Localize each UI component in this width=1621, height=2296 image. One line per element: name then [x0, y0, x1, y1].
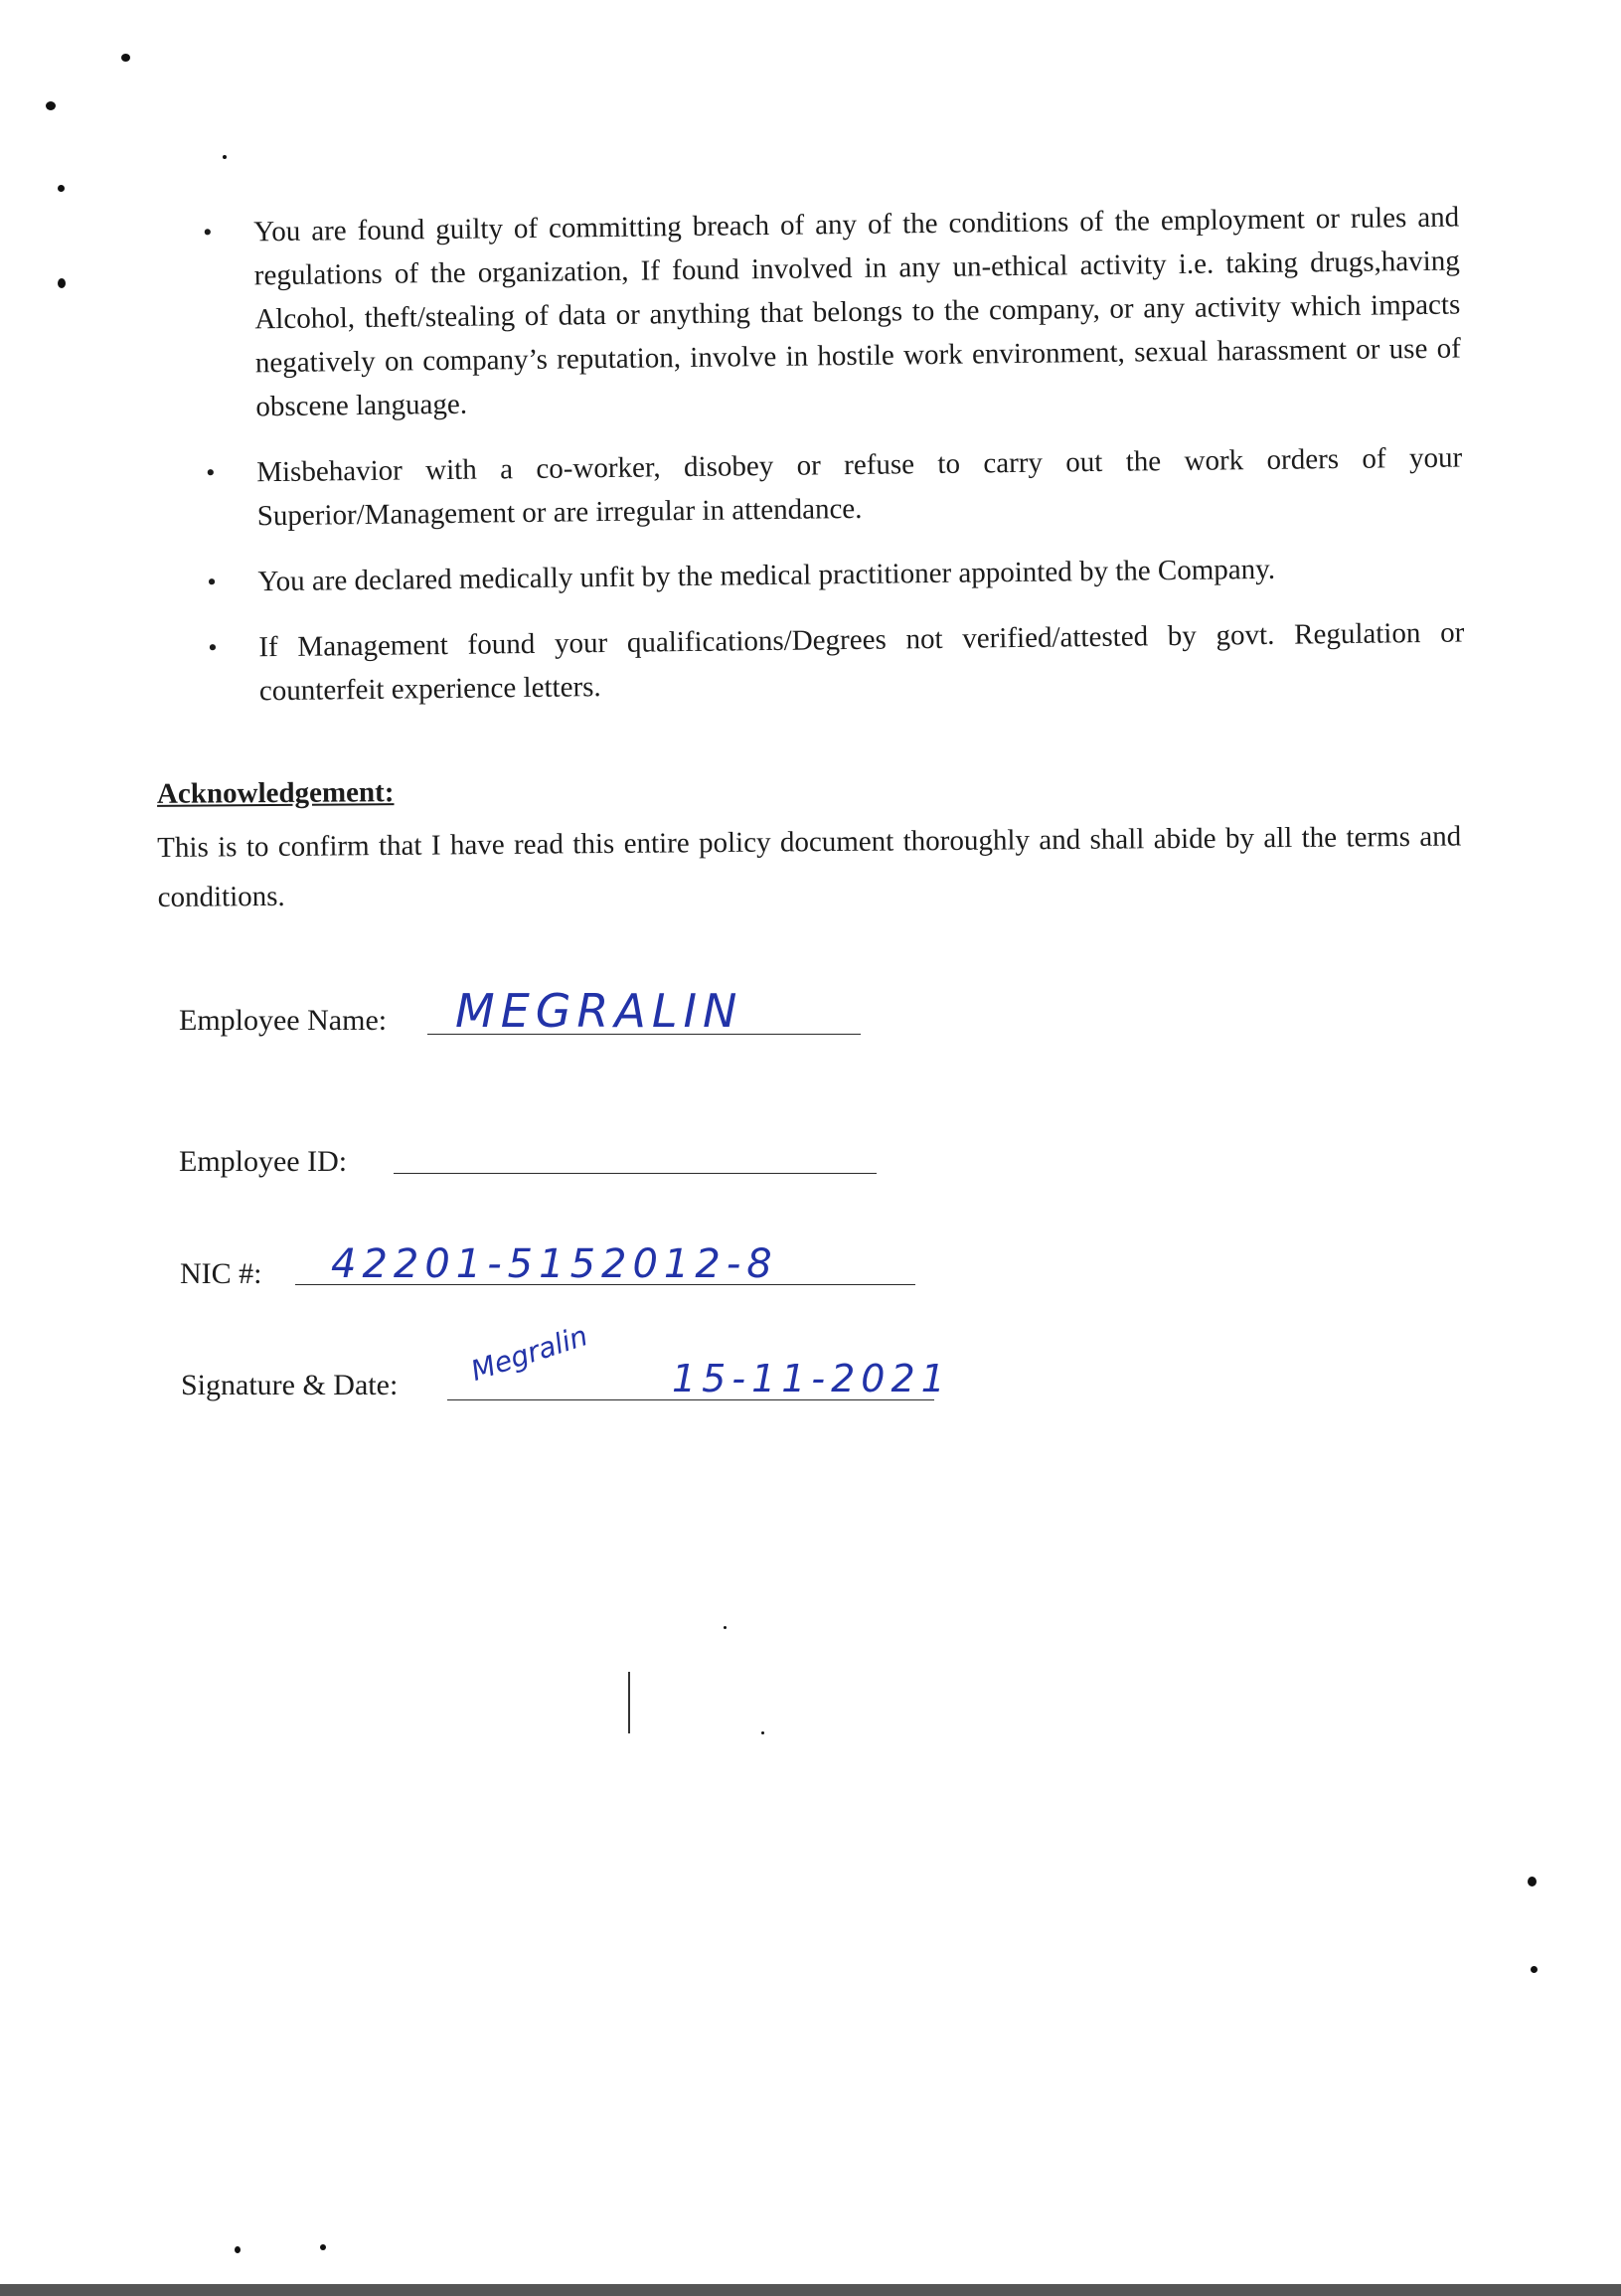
employee-name-label: Employee Name: — [179, 1004, 388, 1037]
signature-date-label: Signature & Date: — [181, 1369, 399, 1401]
condition-item — [202, 435, 1463, 538]
scan-speck — [1531, 1966, 1538, 1973]
condition-text: If Management found your qualifications/Degrees not verified/attested by govt. Regulation or counterfeit experience letters. — [258, 616, 1465, 708]
bullet-icon: • — [206, 457, 216, 487]
scan-speck — [121, 54, 130, 62]
nic-value: 42201-5152012-8 — [331, 1241, 778, 1287]
scan-speck — [1528, 1877, 1537, 1886]
scan-mark — [628, 1672, 630, 1733]
acknowledgement-heading: Acknowledgement: — [156, 776, 395, 810]
condition-text: You are found guilty of committing breach of any of the conditions of the employment or rules and regulations of the organization, If found involved in any un-ethical activity i.e. taking drugs,having Alcohol, theft/stealing of data or anything that belongs to the company, or any activity which impacts negatively on company’s reputation, involve in hostile work environment, sexual harassment or use of obscene language. — [253, 201, 1461, 423]
employee-id-label: Employee ID: — [179, 1145, 348, 1178]
date-value: 15-11-2021 — [672, 1357, 951, 1400]
condition-text: You are declared medically unfit by the medical practitioner appointed by the Company. — [257, 553, 1276, 598]
employee-name-value: MEGRALIN — [455, 984, 743, 1038]
bullet-icon: • — [208, 632, 218, 662]
scan-speck — [58, 278, 66, 288]
scan-speck — [320, 2244, 326, 2250]
policy-conditions-list — [199, 196, 1465, 736]
condition-text: Misbehavior with a co-worker, disobey or refuse to carry out the work orders of your Superior/Management or are irregular in attendance. — [256, 441, 1463, 533]
scan-speck — [223, 155, 227, 159]
scan-speck — [761, 1731, 764, 1734]
scan-border — [0, 2284, 1621, 2296]
scan-speck — [235, 2246, 241, 2253]
scan-speck — [58, 185, 65, 192]
condition-item — [199, 196, 1462, 429]
scan-speck — [724, 1626, 727, 1629]
condition-item — [203, 545, 1463, 603]
condition-item — [204, 610, 1465, 713]
bullet-icon: • — [203, 217, 213, 246]
scan-speck — [46, 101, 56, 110]
employee-id-line — [394, 1173, 877, 1174]
bullet-icon: • — [207, 567, 217, 596]
acknowledgement-text: This is to confirm that I have read this entire policy document thoroughly and shall abide by all the terms and conditions. — [157, 820, 1462, 913]
nic-label: NIC #: — [180, 1257, 262, 1290]
signature-value: Megralin — [466, 1319, 592, 1388]
